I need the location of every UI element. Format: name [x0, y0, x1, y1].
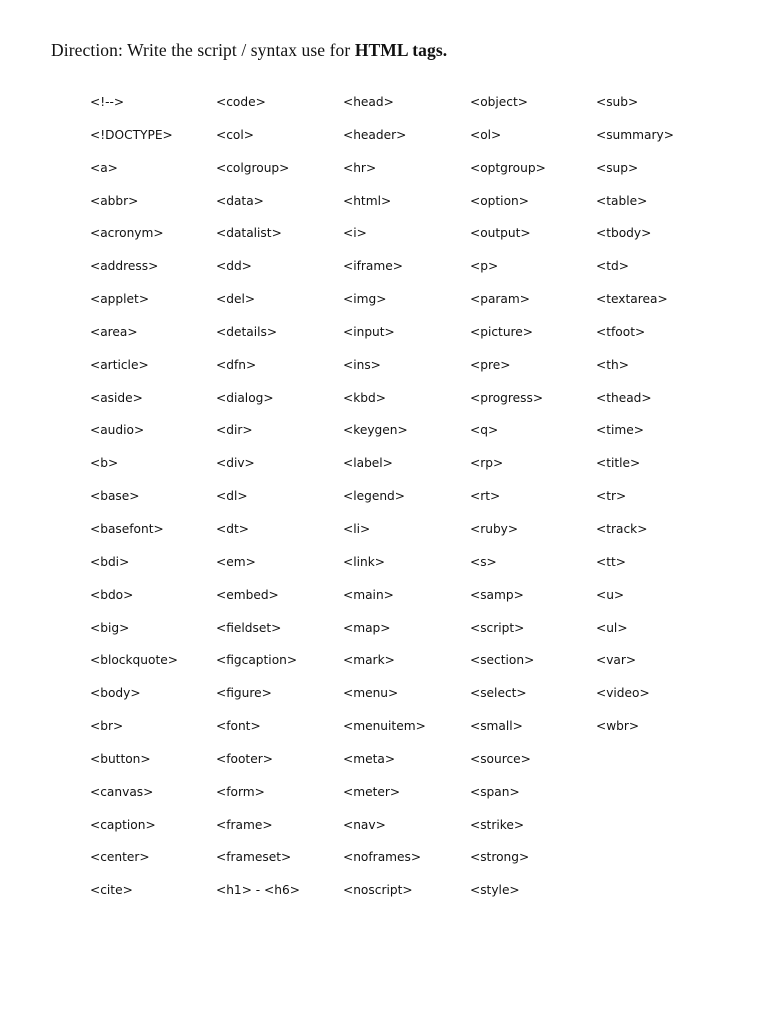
tag-list-item: <body>	[90, 686, 141, 701]
tag-list-item: <details>	[216, 324, 278, 339]
tag-list-item: <picture>	[470, 324, 533, 339]
tag-list-item: <select>	[470, 686, 527, 701]
tag-list-item: <param>	[470, 292, 530, 307]
tag-list-item: <tt>	[596, 554, 626, 569]
tag-list-item: <dd>	[216, 259, 252, 274]
tag-list-item: <em>	[216, 554, 256, 569]
tag-list-item: <col>	[216, 127, 254, 142]
tag-list-item: <!-->	[90, 95, 125, 109]
tag-list-item: <sup>	[596, 160, 639, 175]
tag-list-item: <data>	[216, 193, 264, 208]
tag-list-item: <address>	[90, 259, 159, 274]
tag-list-item: <cite>	[90, 883, 133, 898]
tag-list-item: <mark>	[343, 653, 395, 668]
tag-column-5	[596, 92, 726, 749]
tag-list-item: <strike>	[470, 817, 525, 832]
tag-list-item: <var>	[596, 653, 637, 668]
tag-list-item: <s>	[470, 554, 497, 569]
tag-list-item: <ol>	[470, 127, 502, 142]
tag-list-item: <label>	[343, 456, 393, 471]
tag-list-item: <dl>	[216, 489, 248, 504]
tag-list-item: <html>	[343, 193, 392, 208]
tag-list-item: <rt>	[470, 489, 501, 504]
tag-list-item: <iframe>	[343, 259, 403, 274]
tag-column-2	[216, 92, 346, 913]
tag-list-item: <article>	[90, 357, 149, 372]
tag-list-item: <tbody>	[596, 226, 652, 241]
tag-list-item: <map>	[343, 620, 391, 635]
tag-list-item: <div>	[216, 456, 255, 471]
tag-list-item: <noscript>	[343, 883, 413, 898]
tag-list-item: <audio>	[90, 423, 145, 438]
tag-list-item: <del>	[216, 292, 256, 307]
tag-list-item: <big>	[90, 620, 130, 635]
tag-list-item: <title>	[596, 456, 641, 471]
tag-list-item: <strong>	[470, 850, 530, 865]
tag-list-item: <summary>	[596, 127, 674, 142]
tag-list-item: <applet>	[90, 292, 150, 307]
tag-list-item: <link>	[343, 554, 385, 569]
tag-list-item: <center>	[90, 850, 150, 865]
tag-list-item: <tr>	[596, 489, 627, 504]
tag-list-item: <footer>	[216, 751, 273, 766]
tag-list-item: <ins>	[343, 357, 381, 372]
tag-list-item: <header>	[343, 127, 407, 142]
tag-list-item: <option>	[470, 193, 529, 208]
tag-list-item: <section>	[470, 653, 535, 668]
tag-list-item: <dt>	[216, 521, 249, 536]
tag-list-item: <a>	[90, 160, 118, 175]
tag-list-item: <style>	[470, 883, 520, 898]
tag-list-item: <abbr>	[90, 193, 139, 208]
tag-list-item: <meta>	[343, 751, 396, 766]
tag-list-item: <u>	[596, 587, 625, 602]
tag-list-item: <figcaption>	[216, 653, 298, 668]
tag-list-item: <source>	[470, 751, 531, 766]
tag-list-item: <area>	[90, 324, 138, 339]
tag-list-item: <colgroup>	[216, 160, 290, 175]
tag-list-item: <td>	[596, 259, 629, 274]
tag-list-item: <h1> - <h6>	[216, 883, 300, 898]
tag-list-item: <textarea>	[596, 292, 668, 307]
tag-list-item: <img>	[343, 292, 387, 307]
tag-list-item: <progress>	[470, 390, 544, 405]
tag-list-item: <dir>	[216, 423, 253, 438]
tag-list-item: <font>	[216, 719, 261, 734]
tag-list-item: <q>	[470, 423, 499, 438]
tag-list-item: <ruby>	[470, 521, 519, 536]
tag-list-item: <code>	[216, 95, 266, 109]
tag-list-item: <samp>	[470, 587, 524, 602]
tag-column-4	[470, 92, 600, 913]
tag-list-item: <figure>	[216, 686, 272, 701]
tag-list-item: <br>	[90, 719, 124, 734]
tag-list-item: <frameset>	[216, 850, 292, 865]
tag-list-item: <track>	[596, 521, 648, 536]
tag-list-item: <i>	[343, 226, 367, 241]
tag-list-item: <!DOCTYPE>	[90, 127, 173, 142]
tag-list-item: <keygen>	[343, 423, 408, 438]
tag-list-item: <object>	[470, 95, 528, 109]
tag-list-item: <span>	[470, 784, 520, 799]
tag-column-3	[343, 92, 473, 913]
tag-list-item: <legend>	[343, 489, 406, 504]
tag-list-item: <optgroup>	[470, 160, 546, 175]
tag-list-item: <canvas>	[90, 784, 154, 799]
tag-list-item: <ul>	[596, 620, 628, 635]
tag-list-item: <input>	[343, 324, 395, 339]
tag-list-item: <basefont>	[90, 521, 164, 536]
tag-list-item: <form>	[216, 784, 265, 799]
tag-list-item: <button>	[90, 751, 151, 766]
tag-list-item: <menu>	[343, 686, 399, 701]
tag-list-item: <noframes>	[343, 850, 422, 865]
tag-list-item: <nav>	[343, 817, 386, 832]
tag-list-item: <small>	[470, 719, 523, 734]
direction-emphasis: HTML tags.	[354, 40, 448, 60]
tag-list-item: <thead>	[596, 390, 652, 405]
tag-list-item: <b>	[90, 456, 119, 471]
tag-list-item: <time>	[596, 423, 644, 438]
tag-list-item: <datalist>	[216, 226, 282, 241]
tag-list-item: <rp>	[470, 456, 504, 471]
tag-list-item: <output>	[470, 226, 531, 241]
direction-text: Direction: Write the script / syntax use for	[51, 40, 355, 60]
tag-list-item: <kbd>	[343, 390, 386, 405]
tag-list-item: <pre>	[470, 357, 511, 372]
tag-list-item: <main>	[343, 587, 394, 602]
tag-list-item: <hr>	[343, 160, 377, 175]
tag-list-item: <video>	[596, 686, 650, 701]
tag-list-item: <acronym>	[90, 226, 164, 241]
tag-list-item: <aside>	[90, 390, 143, 405]
tag-list-item: <frame>	[216, 817, 273, 832]
tag-list-item: <embed>	[216, 587, 279, 602]
tag-list-item: <fieldset>	[216, 620, 282, 635]
tag-list-item: <tfoot>	[596, 324, 646, 339]
tag-list-item: <li>	[343, 521, 371, 536]
tag-list-item: <script>	[470, 620, 525, 635]
tag-list-item: <head>	[343, 95, 394, 109]
tag-list-item: <dialog>	[216, 390, 274, 405]
tag-list-item: <wbr>	[596, 719, 640, 734]
tag-list-item: <table>	[596, 193, 648, 208]
tag-list-item: <meter>	[343, 784, 401, 799]
tag-list-item: <sub>	[596, 95, 639, 109]
tag-list-item: <blockquote>	[90, 653, 178, 668]
tag-list-item: <bdi>	[90, 554, 130, 569]
tag-column-1	[90, 92, 220, 913]
tag-list-item: <caption>	[90, 817, 156, 832]
tag-list-item: <base>	[90, 489, 140, 504]
tag-list-item: <th>	[596, 357, 629, 372]
tag-list-item: <dfn>	[216, 357, 257, 372]
tag-list-item: <p>	[470, 259, 499, 274]
tag-list-item: <bdo>	[90, 587, 134, 602]
tag-list-item: <menuitem>	[343, 719, 426, 734]
